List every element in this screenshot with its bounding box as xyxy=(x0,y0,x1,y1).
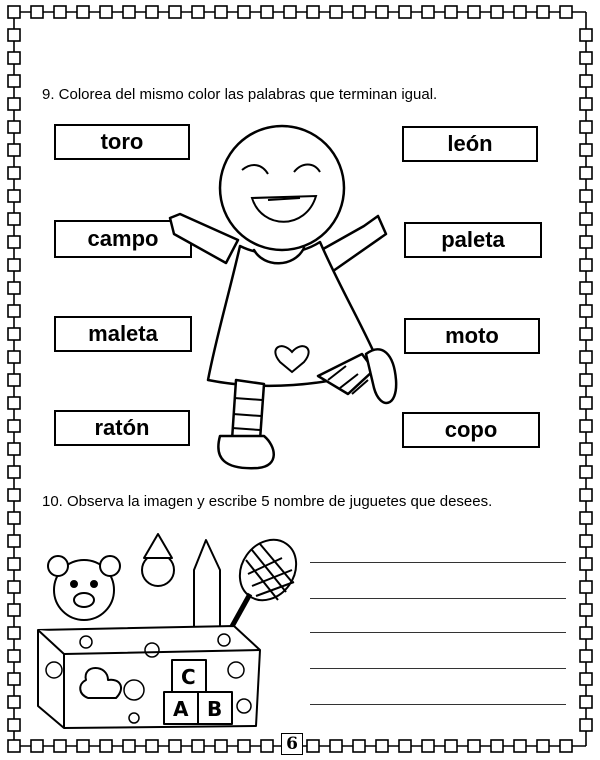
svg-text:B: B xyxy=(207,697,223,721)
word-box-raton[interactable]: ratón xyxy=(54,410,190,446)
border-square xyxy=(580,305,592,317)
border-square xyxy=(8,535,20,547)
border-square xyxy=(284,6,296,18)
border-square xyxy=(8,328,20,340)
toy-box-drawing-icon xyxy=(24,530,310,730)
border-square xyxy=(491,740,503,752)
border-square xyxy=(123,740,135,752)
border-square xyxy=(580,650,592,662)
answer-line-3[interactable] xyxy=(310,632,566,633)
border-square xyxy=(580,328,592,340)
border-square xyxy=(123,6,135,18)
border-square xyxy=(215,740,227,752)
girl-drawing-icon xyxy=(168,118,408,490)
border-square xyxy=(399,6,411,18)
border-square xyxy=(422,6,434,18)
border-square xyxy=(330,740,342,752)
border-square xyxy=(261,6,273,18)
border-square xyxy=(8,397,20,409)
border-square xyxy=(580,213,592,225)
border-square xyxy=(8,351,20,363)
border-square xyxy=(8,740,20,752)
border-square xyxy=(8,167,20,179)
border-square xyxy=(8,466,20,478)
border-square xyxy=(580,282,592,294)
border-square xyxy=(580,466,592,478)
border-square xyxy=(537,6,549,18)
border-square xyxy=(8,6,20,18)
border-square xyxy=(77,740,89,752)
border-square xyxy=(215,6,227,18)
border-square xyxy=(8,581,20,593)
border-square xyxy=(8,98,20,110)
border-square xyxy=(238,6,250,18)
border-square xyxy=(8,52,20,64)
border-square xyxy=(77,6,89,18)
border-square xyxy=(560,6,572,18)
border-square xyxy=(8,75,20,87)
word-box-leon[interactable]: león xyxy=(402,126,538,162)
word-box-campo[interactable]: campo xyxy=(54,220,192,258)
border-square xyxy=(376,6,388,18)
border-square xyxy=(8,121,20,133)
border-square xyxy=(580,535,592,547)
border-square xyxy=(54,6,66,18)
border-square xyxy=(468,740,480,752)
border-square xyxy=(468,6,480,18)
border-square xyxy=(192,740,204,752)
border-square xyxy=(580,443,592,455)
border-square xyxy=(8,190,20,202)
answer-line-2[interactable] xyxy=(310,598,566,599)
border-square xyxy=(146,740,158,752)
border-square xyxy=(580,75,592,87)
border-square xyxy=(8,374,20,386)
page-number: 6 xyxy=(281,733,303,755)
border-square xyxy=(146,6,158,18)
border-square xyxy=(100,6,112,18)
border-square xyxy=(580,98,592,110)
word-box-moto[interactable]: moto xyxy=(404,318,540,354)
border-square xyxy=(100,740,112,752)
word-box-paleta[interactable]: paleta xyxy=(404,222,542,258)
border-square xyxy=(422,740,434,752)
border-square xyxy=(580,121,592,133)
border-square xyxy=(514,740,526,752)
border-square xyxy=(330,6,342,18)
border-square xyxy=(192,6,204,18)
border-square xyxy=(445,6,457,18)
border-square xyxy=(580,397,592,409)
border-square xyxy=(307,6,319,18)
border-square xyxy=(8,305,20,317)
teddy-bear-icon xyxy=(48,556,120,620)
border-square xyxy=(8,719,20,731)
question-10-text: 10. Observa la imagen y escribe 5 nombre de juguetes que desees. xyxy=(42,493,493,510)
word-box-toro[interactable]: toro xyxy=(54,124,190,160)
border-square xyxy=(580,29,592,41)
border-square xyxy=(445,740,457,752)
border-square xyxy=(580,374,592,386)
border-square xyxy=(8,144,20,156)
answer-line-4[interactable] xyxy=(310,668,566,669)
border-square xyxy=(580,604,592,616)
border-square xyxy=(8,696,20,708)
border-square xyxy=(580,558,592,570)
answer-line-1[interactable] xyxy=(310,562,566,563)
border-square xyxy=(580,673,592,685)
border-square xyxy=(491,6,503,18)
border-square xyxy=(580,144,592,156)
border-square xyxy=(8,443,20,455)
border-square xyxy=(307,740,319,752)
border-square xyxy=(238,740,250,752)
border-square xyxy=(8,604,20,616)
border-square xyxy=(376,740,388,752)
border-square xyxy=(580,696,592,708)
border-square xyxy=(31,6,43,18)
border-square xyxy=(8,259,20,271)
border-square xyxy=(8,558,20,570)
border-square xyxy=(169,6,181,18)
svg-text:C: C xyxy=(181,665,196,689)
border-square xyxy=(580,719,592,731)
border-square xyxy=(537,740,549,752)
border-square xyxy=(580,512,592,524)
question-9-text: 9. Colorea del mismo color las palabras que terminan igual. xyxy=(42,86,438,103)
border-square xyxy=(580,167,592,179)
word-box-copo[interactable]: copo xyxy=(402,412,540,448)
border-square xyxy=(261,740,273,752)
word-box-maleta[interactable]: maleta xyxy=(54,316,192,352)
answer-line-5[interactable] xyxy=(310,704,566,705)
border-square xyxy=(8,420,20,432)
border-square xyxy=(580,627,592,639)
border-square xyxy=(580,259,592,271)
border-square xyxy=(8,282,20,294)
border-square xyxy=(580,52,592,64)
border-square xyxy=(8,29,20,41)
border-square xyxy=(399,740,411,752)
border-square xyxy=(580,236,592,248)
tennis-racket-icon xyxy=(228,529,307,630)
border-square xyxy=(580,190,592,202)
border-square xyxy=(54,740,66,752)
svg-text:A: A xyxy=(173,697,189,721)
border-square xyxy=(8,627,20,639)
border-square xyxy=(8,236,20,248)
border-square xyxy=(8,489,20,501)
border-square xyxy=(8,650,20,662)
border-square xyxy=(580,581,592,593)
border-square xyxy=(560,740,572,752)
border-square xyxy=(353,740,365,752)
border-square xyxy=(580,489,592,501)
border-square xyxy=(353,6,365,18)
border-square xyxy=(8,213,20,225)
border-square xyxy=(8,673,20,685)
border-square xyxy=(169,740,181,752)
border-square xyxy=(8,512,20,524)
border-square xyxy=(580,351,592,363)
border-square xyxy=(514,6,526,18)
border-square xyxy=(31,740,43,752)
border-square xyxy=(580,420,592,432)
